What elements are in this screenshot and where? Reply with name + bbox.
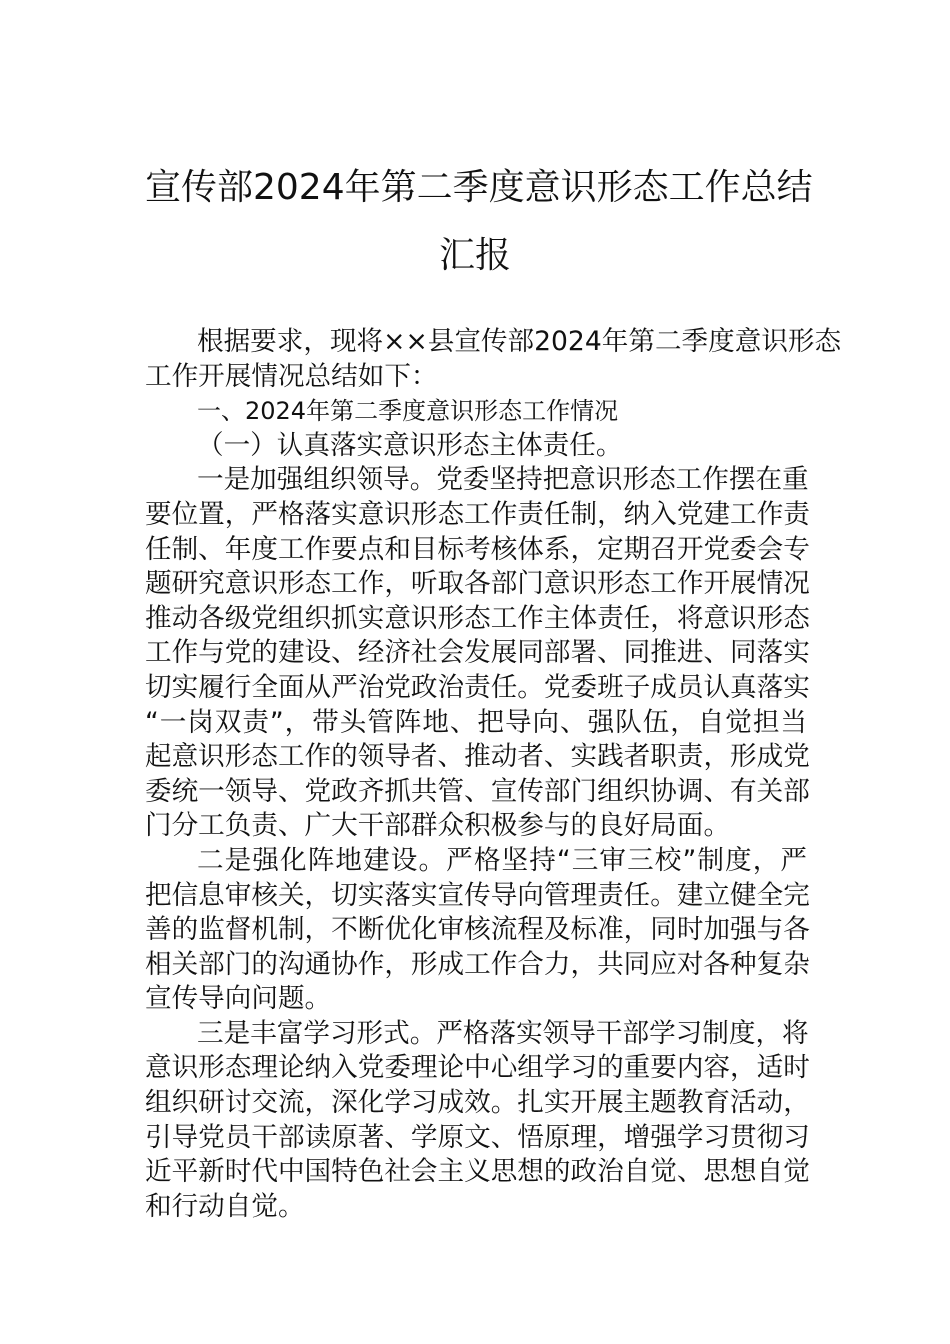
body-line: 三是丰富学习形式。严格落实领导干部学习制度，将 [197, 1017, 809, 1049]
body-line: 题研究意识形态工作，听取各部门意识形态工作开展情况 [145, 568, 810, 600]
body-line: 起意识形态工作的领导者、推动者、实践者职责，形成党 [145, 741, 810, 773]
document-title-line-1: 宣传部2024年第二季度意识形态工作总结 [145, 167, 813, 208]
body-line: 要位置，严格落实意识形态工作责任制，纳入党建工作责 [145, 498, 810, 530]
body-line: 引导党员干部读原著、学原文、悟原理，增强学习贯彻习 [145, 1121, 810, 1153]
body-line: 把信息审核关，切实落实宣传导向管理责任。建立健全完 [145, 879, 810, 911]
body-line: 善的监督机制，不断优化审核流程及标准，同时加强与各 [145, 914, 810, 946]
section-heading: 一、2024年第二季度意识形态工作情况 [197, 397, 619, 426]
document-body [145, 325, 842, 1224]
subsection-heading: （一）认真落实意识形态主体责任。 [197, 429, 623, 461]
body-line: 工作开展情况总结如下： [145, 360, 438, 392]
document-title-line-2: 汇报 [438, 235, 511, 276]
body-line: 和行动自觉。 [145, 1190, 305, 1222]
body-line: 一是加强组织领导。党委坚持把意识形态工作摆在重 [197, 464, 809, 496]
body-line: 近平新时代中国特色社会主义思想的政治自觉、思想自觉 [145, 1156, 810, 1188]
body-line: 相关部门的沟通协作，形成工作合力，共同应对各种复杂 [145, 948, 810, 980]
body-line: 工作与党的建设、经济社会发展同部署、同推进、同落实 [145, 637, 810, 669]
body-line: 推动各级党组织抓实意识形态工作主体责任，将意识形态 [145, 602, 810, 634]
body-line: 门分工负责、广大干部群众积极参与的良好局面。 [145, 810, 731, 842]
body-line: 切实履行全面从严治党政治责任。党委班子成员认真落实 [145, 671, 810, 703]
body-line: 意识形态理论纳入党委理论中心组学习的重要内容，适时 [145, 1052, 810, 1084]
body-line: 组织研讨交流，深化学习成效。扎实开展主题教育活动， [145, 1087, 810, 1119]
body-line: 宣传导向问题。 [145, 983, 332, 1015]
body-line: 根据要求，现将××县宣传部2024年第二季度意识形态 [197, 326, 842, 357]
body-line: 委统一领导、党政齐抓共管、宣传部门组织协调、有关部 [145, 775, 810, 807]
body-line: “一岗双责”，带头管阵地、把导向、强队伍，自觉担当 [145, 706, 807, 738]
body-line: 二是强化阵地建设。严格坚持“三审三校”制度，严 [197, 844, 807, 876]
body-line: 任制、年度工作要点和目标考核体系，定期召开党委会专 [145, 533, 810, 565]
